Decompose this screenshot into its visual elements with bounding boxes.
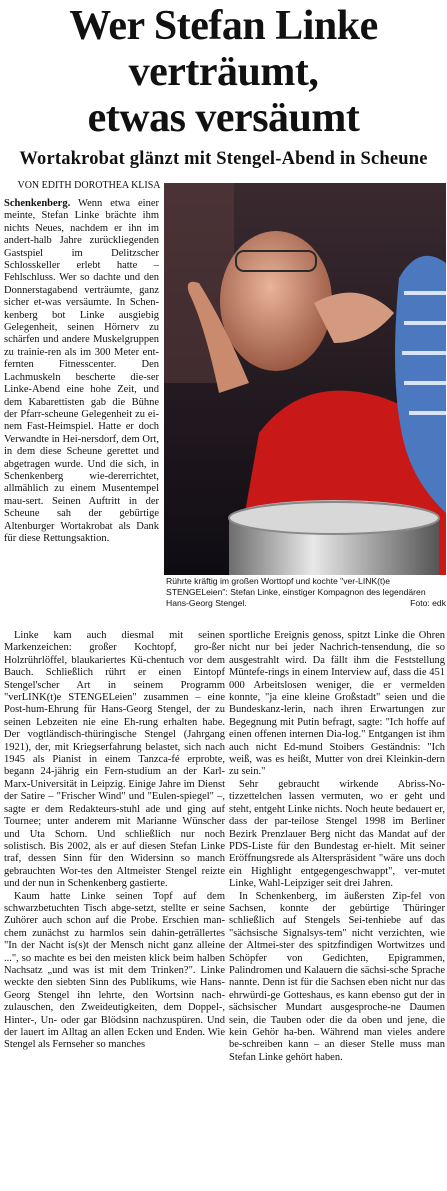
photo-caption — [166, 576, 446, 609]
paragraph-3: Kaum hatte Linke seinen Topf auf dem schwarzbetuchten Tisch abge-setzt, stellte er seine Zuhörer auch schon auf die Probe. Erschien man-chem zunächst zu harmlos sein dahin-geträllertes "In der Nacht is(s)t der Mensch nicht ganz alleine ...", so machte es bei den meisten klick beim halben Nachsatz „und was ist mit dem Trinken?". Linke weckte den siebten Sinn des Publikums, wie Hans-Georg Stengel ihn lehrte, den Wortsinn nach-zulauschen, den Zweideutigkeiten, dem Doppel-, Hinter-, Un- oder gar Blödsinn nachzuspüren. Und der lauert im Alltag an allen Ecken und Enden. Wie Stengel als Fernseher so manches — [4, 890, 225, 1051]
article-column-1 — [4, 198, 159, 545]
photo-credit: Foto: edk — [410, 598, 446, 608]
paragraph-1 — [4, 198, 159, 545]
article-column-2 — [229, 630, 445, 1064]
article-photo — [164, 183, 446, 575]
subtitle: Wortakrobat glänzt mit Stengel-Abend in Scheune — [19, 149, 428, 169]
article-column-1-lower — [4, 630, 225, 1052]
paragraph-6: In Schenkenberg, im äußersten Zip-fel von Sachsen, konnte der gebürtige Thüringer schließlich auf Stengels Sei-tenhiebe auf das "sächsische Signalsys-tem" nicht verzichten, wie der Altmei-ster des spitzfindigen Wortwitzes und Schöpfer von Gedichten, Epigrammen, Palindromen und Kalauern die sächsi-sche Sprache nannte. Denn ist für die Sachsen eben nicht nur das ehrwürdi-ge Gotteshaus, es kann ebenso gut der in sächsischer Mundart ausgesproche-ne Daumen sein, die Tauben oder die da oben und jene, die kein Gehör ha-ben. Während man vieles andere be-schreiben kann – an dieser Stelle muss man Stefan Linke gehört haben. — [229, 890, 445, 1063]
caption-text: Rührte kräftig im großen Worttopf und kochte "ver-LINK(t)e STENGELeien": Stefan Linke, einstiger Kompagnon des legendären Hans-Georg Stengel. — [166, 576, 426, 608]
paragraph-2: Linke kam auch diesmal mit seinen Markenzeichen: großer Kochtopf, gro-ßer Holzrührlöffel, blaukariertes Kü-chentuch vor dem Bauch. Schließlich rührt er einen Eintopf Stengel'scher Art in seinem Programm "verLINK(t)e STENGELeien" zusammen – eine Post-hum-Ehrung für Hans-Georg Stengel, der zu seinen Lebzeiten nie eine Eh-rung erhalten habe. Der vogtländisch-thüringische Stengel (Jahrgang 1921), der, mit Kriegserfahrung belastet, sich nach 1945 als Pianist in einem Tanzca-fé erprobte, begann 24-jährig ein Fern-studium an der Karl-Marx-Universität in Leipzig. Einige Jahre im Dienst der Satire – "Frischer Wind" und "Eulen-spiegel" –, sagte er dem Redakteurs-stuhl ade und ging auf Tournee; unter anderem mit Marianne Wünscher und Uta Schorn. Und schließlich nur noch solistisch. Bis 2002, als er auf diesen Stefan Linke traf, dessen Sinn für den Widersinn so manch gebrauchten Wor-tes den Altmeister Stengel reizte und der nun in Schenkenberg gastierte. — [4, 630, 225, 890]
byline: VON EDITH DOROTHEA KLISA — [17, 180, 161, 191]
headline-line-2: verträumt, — [128, 49, 319, 95]
paragraph-4: sportliche Ereignis genoss, spitzt Linke die Ohren nicht nur bei jeder Nachrich-tensendung, die so ausgestrahlt wird. Da fällt ihm die Feststellung Müntefe-rings in einem Interview auf, dass die 451 000 Arbeitslosen weniger, die er vermelden konnte, "ja eine kleine Großstadt" seien und die Bundeskanz-lerin, nach ihren Erwartungen zur Begegnung mit Putin befragt, sagte: "Ich hoffe auf einen offenen internen Dia-log." Entgangen ist ihm auch nicht Ed-mund Stoibers Geständnis: "Ich weiß, was es heißt, Mutter von drei Kleinkin-dern zu sein." — [229, 630, 445, 778]
dateline: Schenkenberg. — [4, 198, 71, 209]
paragraph-1-text: Wenn etwa einer meinte, Stefan Linke brächte ihm nichts Neues, nachdem er ihn im andert-halb Jahre zurückliegenden Gastspiel im Delitzscher Schlosskeller erlebt hatte – Fehlschluss. Wer so dachte und den Donnerstagabend verträumte, ganz sicher et-was versäumte. In Schen-kenberg bot Linke ausgiebig Gelegenheit, seinen Hörnerv zu schärfen und andere Muskelgruppen zu trainie-ren als im 300 Meter ent-fernten Fitnesscenter. Den Lachmuskeln bescherte die-ser Linke-Abend eine hohe Zeit, und dem Kabarettisten gab die Bühne der Pfarr-scheune Gelegenheit zu ei-nem Fast-Heimspiel. Hatte er doch Verwandte in Hei-nersdorf, dem Ort, in dem diese Scheune gerettet und abgetragen wurde. Und die sich, in Schenkenberg wie-dererrichtet, allmählich zu einem Musentempel mau-sert. Seinen Auftritt in der Scheune sah der gebürtige Altenburger Wortakrobat als Dank für diese Rettungsaktion. — [4, 198, 159, 544]
paragraph-5: Sehr gebraucht wirkende Abriss-No-tizzettelchen lassen vermuten, wo er geht und steht, entgeht Linke nichts. Noch heute bedauert er, dass der par-teilose Stengel 1998 im Berliner Bezirk Prenzlauer Berg nicht das Mandat auf der PDS-Liste für den Bundestag er-hielt. Mit seiner Eröffnungsrede als Alterspräsident "wäre uns doch ein Highlight entgegengeschwappt", ver-mutet Linke, Wahl-Leipziger seit drei Jahren. — [229, 778, 445, 890]
photo-illustration — [164, 183, 446, 575]
headline-line-1: Wer Stefan Linke — [69, 3, 378, 49]
headline-line-3: etwas versäumt — [87, 95, 360, 141]
